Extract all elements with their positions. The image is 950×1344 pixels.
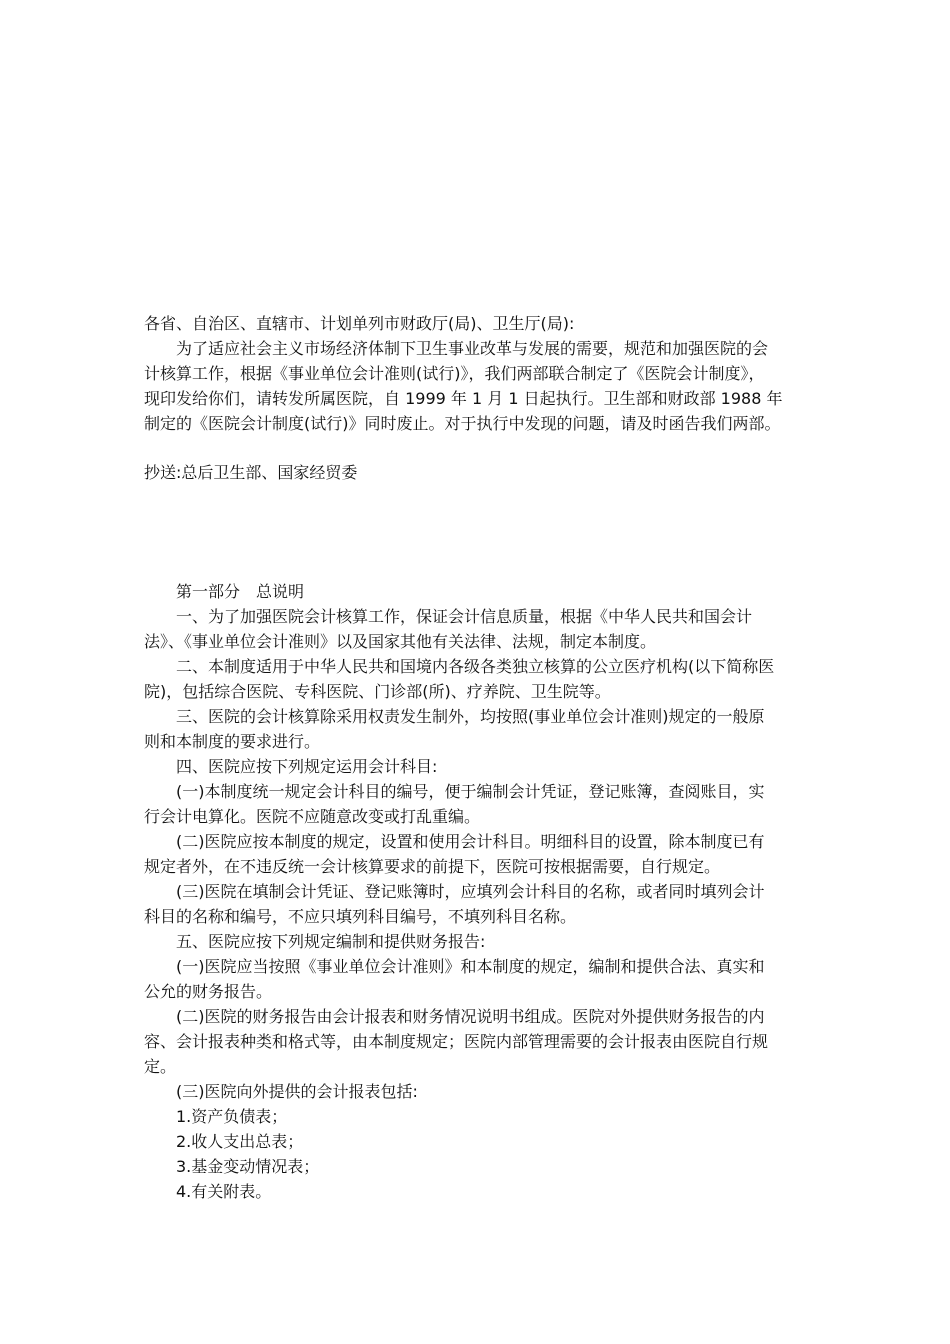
section-body-line: 公允的财务报告。	[144, 982, 273, 1001]
section-body-line: 院)，包括综合医院、专科医院、门诊部(所)、疗养院、卫生院等。	[144, 682, 611, 701]
section-body-line: 定。	[144, 1057, 177, 1076]
letter-body-line: 现印发给你们，请转发所属医院，自 1999 年 1 月 1 日起执行。卫生部和财政部 1988 年	[144, 389, 783, 408]
letter-body-line: 制定的《医院会计制度(试行)》同时废止。对于执行中发现的问题，请及时函告我们两部。	[144, 414, 781, 433]
section-body-line: (三)医院在填制会计凭证、登记账簿时，应填列会计科目的名称，或者同时填列会计	[176, 882, 765, 901]
section-body-line: 一、为了加强医院会计核算工作，保证会计信息质量，根据《中华人民共和国会计	[176, 607, 753, 626]
section-body-line: 2.收人支出总表；	[176, 1132, 304, 1151]
section-body-line: 4.有关附表。	[176, 1182, 272, 1201]
section-general-description	[144, 579, 816, 1204]
section-body-line: 三、医院的会计核算除采用权责发生制外，均按照(事业单位会计准则)规定的一般原	[176, 707, 765, 726]
section-body	[144, 604, 816, 1204]
section-body-line: (二)医院的财务报告由会计报表和财务情况说明书组成。医院对外提供财务报告的内	[176, 1007, 765, 1026]
cc-line-block	[144, 460, 816, 485]
section-body-line: 法》、《事业单位会计准则》以及国家其他有关法律、法规，制定本制度。	[144, 632, 657, 651]
section-body-line: 科目的名称和编号，不应只填列科目编号，不填列科目名称。	[144, 907, 577, 926]
cc-line: 抄送:总后卫生部、国家经贸委	[144, 463, 358, 482]
section-heading: 第一部分 总说明	[176, 582, 305, 601]
section-body-line: (一)本制度统一规定会计科目的编号，便于编制会计凭证，登记账簿，查阅账目，实	[176, 782, 765, 801]
section-body-line: 四、医院应按下列规定运用会计科目:	[176, 757, 438, 776]
section-body-line: 3.基金变动情况表；	[176, 1157, 320, 1176]
letter-body-line: 计核算工作，根据《事业单位会计准则(试行)》，我们两部联合制定了《医院会计制度》，	[144, 364, 765, 383]
section-body-line: 行会计电算化。医院不应随意改变或打乱重编。	[144, 807, 481, 826]
letter-body-line: 为了适应社会主义市场经济体制下卫生事业改革与发展的需要，规范和加强医院的会	[176, 339, 769, 358]
section-body-line: 规定者外，在不违反统一会计核算要求的前提下，医院可按根据需要，自行规定。	[144, 857, 721, 876]
section-body-line: 则和本制度的要求进行。	[144, 732, 321, 751]
section-body-line: (三)医院向外提供的会计报表包括:	[176, 1082, 418, 1101]
notice-letter	[144, 311, 816, 436]
section-body-line: (一)医院应当按照《事业单位会计准则》和本制度的规定，编制和提供合法、真实和	[176, 957, 765, 976]
section-body-line: 五、医院应按下列规定编制和提供财务报告:	[176, 932, 486, 951]
section-body-line: 容、会计报表种类和格式等，由本制度规定；医院内部管理需要的会计报表由医院自行规	[144, 1032, 769, 1051]
section-body-line: 1.资产负债表；	[176, 1107, 288, 1126]
section-body-line: 二、本制度适用于中华人民共和国境内各级各类独立核算的公立医疗机构(以下简称医	[176, 657, 775, 676]
section-body-line: (二)医院应按本制度的规定，设置和使用会计科目。明细科目的设置，除本制度已有	[176, 832, 765, 851]
letter-addressee: 各省、自治区、直辖市、计划单列市财政厅(局)、卫生厅(局):	[144, 314, 575, 333]
